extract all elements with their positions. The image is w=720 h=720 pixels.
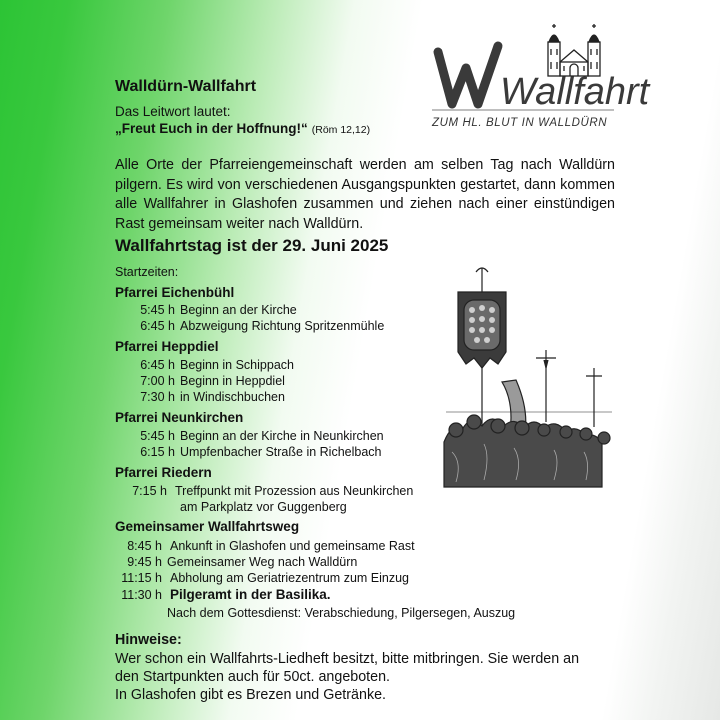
- schedule-row: [115, 484, 413, 498]
- intro-paragraph: Alle Orte der Pfarreiengemeinschaft werden am selben Tag nach Walldürn pilgern. Es wird von verschiedenen Ausgangspunkten gestartet, dann kommen alle Wallfahrer in Glashofen zusammen und ziehen nach einer einstündigen Rast gemeinsam weiter nach Walldürn.: [115, 157, 615, 232]
- row-time: 5:45 h: [140, 429, 175, 443]
- row-text: Umpfenbacher Straße in Richelbach: [180, 445, 382, 459]
- logo-wordmark-graphic: [432, 46, 651, 113]
- hinweise-line: den Startpunkten auch für 50ct. angeboten.: [115, 669, 391, 685]
- row-text: Abzweigung Richtung Spritzenmühle: [180, 319, 385, 333]
- row-time: 11:30 h: [121, 588, 162, 602]
- row-time: 7:15 h: [132, 484, 167, 498]
- group-title: Pfarrei Neunkirchen: [115, 410, 244, 425]
- schedule-row: [167, 606, 515, 620]
- hinweise-line: Wer schon ein Wallfahrts-Liedheft besitzt, bitte mitbringen. Sie werden an: [115, 651, 580, 667]
- page-title: Walldürn-Wallfahrt: [115, 78, 257, 95]
- hinweise-line: In Glashofen gibt es Brezen und Getränke.: [115, 687, 387, 703]
- schedule-row: [115, 429, 384, 443]
- group-title: Pfarrei Eichenbühl: [115, 285, 235, 300]
- row-text: Beginn in Schippach: [180, 358, 294, 372]
- group-title: Pfarrei Riedern: [115, 465, 212, 480]
- start-label: Startzeiten:: [115, 265, 179, 279]
- leitwort-label: Das Leitwort lautet:: [115, 104, 231, 119]
- row-text: Beginn an der Kirche: [180, 303, 297, 317]
- row-text: Pilgeramt in der Basilika.: [170, 587, 331, 602]
- motto-reference: (Röm 12,12): [311, 124, 371, 136]
- schedule-row: [115, 374, 285, 388]
- row-time: 6:45 h: [140, 319, 175, 333]
- row-text: Beginn an der Kirche in Neunkirchen: [180, 429, 384, 443]
- logo-subtitle: ZUM HL. BLUT IN WALLDÜRN: [432, 117, 608, 129]
- row-time: 7:30 h: [140, 390, 175, 404]
- row-time: 5:45 h: [140, 303, 175, 317]
- row-text: Beginn in Heppdiel: [180, 374, 285, 388]
- wallfahrt-logo: [428, 22, 650, 134]
- row-time: 11:15 h: [121, 571, 162, 585]
- row-text: Treffpunkt mit Prozession aus Neunkirchen: [175, 484, 414, 498]
- procession-illustration: [444, 262, 614, 487]
- row-time: 6:45 h: [140, 358, 175, 372]
- group-title: Pfarrei Heppdiel: [115, 339, 219, 354]
- schedule-row: [180, 500, 347, 514]
- row-text: am Parkplatz vor Guggenberg: [180, 500, 347, 514]
- motto-text: „Freut Euch in der Hoffnung!“: [115, 121, 308, 136]
- row-text: Nach dem Gottesdienst: Verabschiedung, Pilgersegen, Auszug: [167, 606, 516, 620]
- date-heading: Wallfahrtstag ist der 29. Juni 2025: [115, 236, 389, 255]
- schedule-row: [115, 303, 297, 317]
- basilica-icon: [548, 24, 600, 76]
- logo-wordmark: Wallfahrt: [500, 71, 650, 113]
- row-text: in Windischbuchen: [180, 390, 285, 404]
- schedule-row: [115, 319, 384, 333]
- schedule-row: [115, 539, 415, 553]
- row-text: Gemeinsamer Weg nach Walldürn: [167, 555, 358, 569]
- schedule-row: [115, 390, 285, 404]
- hinweise-heading: Hinweise:: [115, 632, 182, 648]
- row-time: 8:45 h: [127, 539, 162, 553]
- row-time: 7:00 h: [140, 374, 175, 388]
- row-text: Abholung am Geriatriezentrum zum Einzug: [170, 571, 410, 585]
- schedule-row: [115, 571, 409, 585]
- row-text: Ankunft in Glashofen und gemeinsame Rast: [170, 539, 415, 553]
- row-time: 6:15 h: [140, 445, 175, 459]
- schedule-row: [115, 587, 331, 602]
- schedule-row: [115, 358, 294, 372]
- schedule-row: [115, 555, 357, 569]
- row-time: 9:45 h: [127, 555, 162, 569]
- group-title: Gemeinsamer Wallfahrtsweg: [115, 519, 300, 534]
- motto: [115, 121, 370, 136]
- schedule-row: [115, 445, 382, 459]
